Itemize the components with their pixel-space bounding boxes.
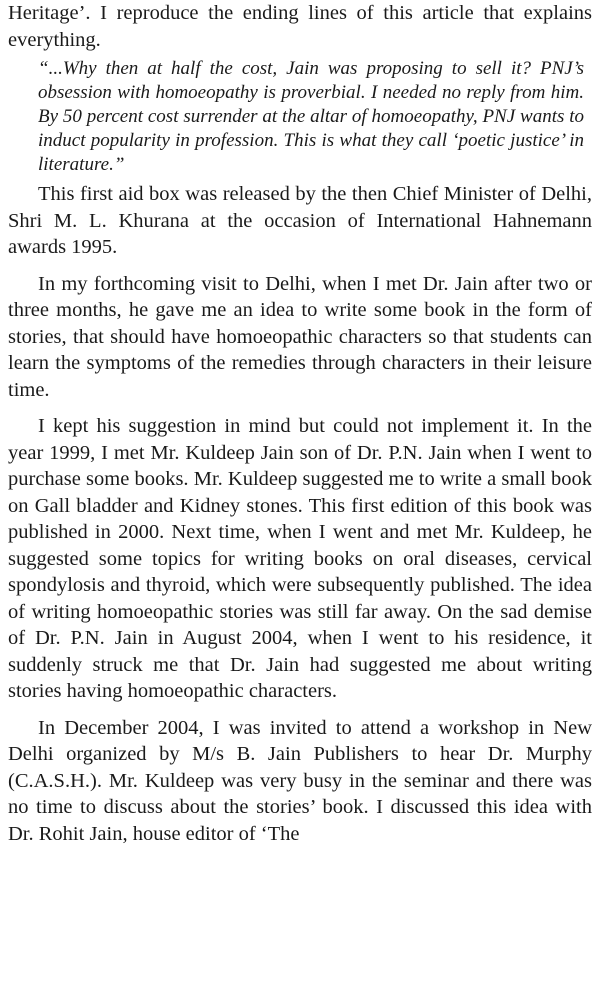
paragraph-delhi-visit: In my forthcoming visit to Delhi, when I met Dr. Jain after two or three months, he gave me an idea to write some book in the form of stories, that should have homoeopathic characters so that students can learn the symptoms of the remedies through characters in their leisure time.: [8, 272, 592, 401]
paragraph-opening: Heritage’. I reproduce the ending lines of this article that explains everything.: [8, 2, 592, 51]
paragraph-december-workshop: In December 2004, I was invited to attend a workshop in New Delhi organized by M/s B. Jain Publishers to hear Dr. Murphy (C.A.S.H.). Mr. Kuldeep was very busy in the seminar and there was no time to discuss about the stories’ book. I discussed this idea with Dr. Rohit Jain, house editor of ‘The: [8, 716, 592, 845]
document-page: [8, 0, 592, 847]
paragraph-first-aid-box: This first aid box was released by the then Chief Minister of Delhi, Shri M. L. Khurana at the occasion of International Hahnemann awards 1995.: [8, 183, 592, 258]
block-quote: “...Why then at half the cost, Jain was proposing to sell it? PNJ’s obsession with homoeopathy is proverbial. I needed no reply from him. By 50 percent cost surrender at the altar of homoeopathy, PNJ wants to induct popularity in profession. This is what they call ‘poetic justice’ in literature.”: [38, 58, 584, 175]
paragraph-kuldeep-suggestion: I kept his suggestion in mind but could not implement it. In the year 1999, I met Mr. Kuldeep Jain son of Dr. P.N. Jain when I went to purchase some books. Mr. Kuldeep suggested me to write a small book on Gall bladder and Kidney stones. This first edition of this book was published in 2000. Next time, when I went and met Mr. Kuldeep, he suggested some topics for writing books on oral diseases, cervical spondylosis and thyroid, which were subsequently published. The idea of writing homoeopathic stories was still far away. On the sad demise of Dr. P.N. Jain in August 2004, when I went to his residence, it suddenly struck me that Dr. Jain had suggested me about writing stories having homoeopathic characters.: [8, 415, 592, 702]
